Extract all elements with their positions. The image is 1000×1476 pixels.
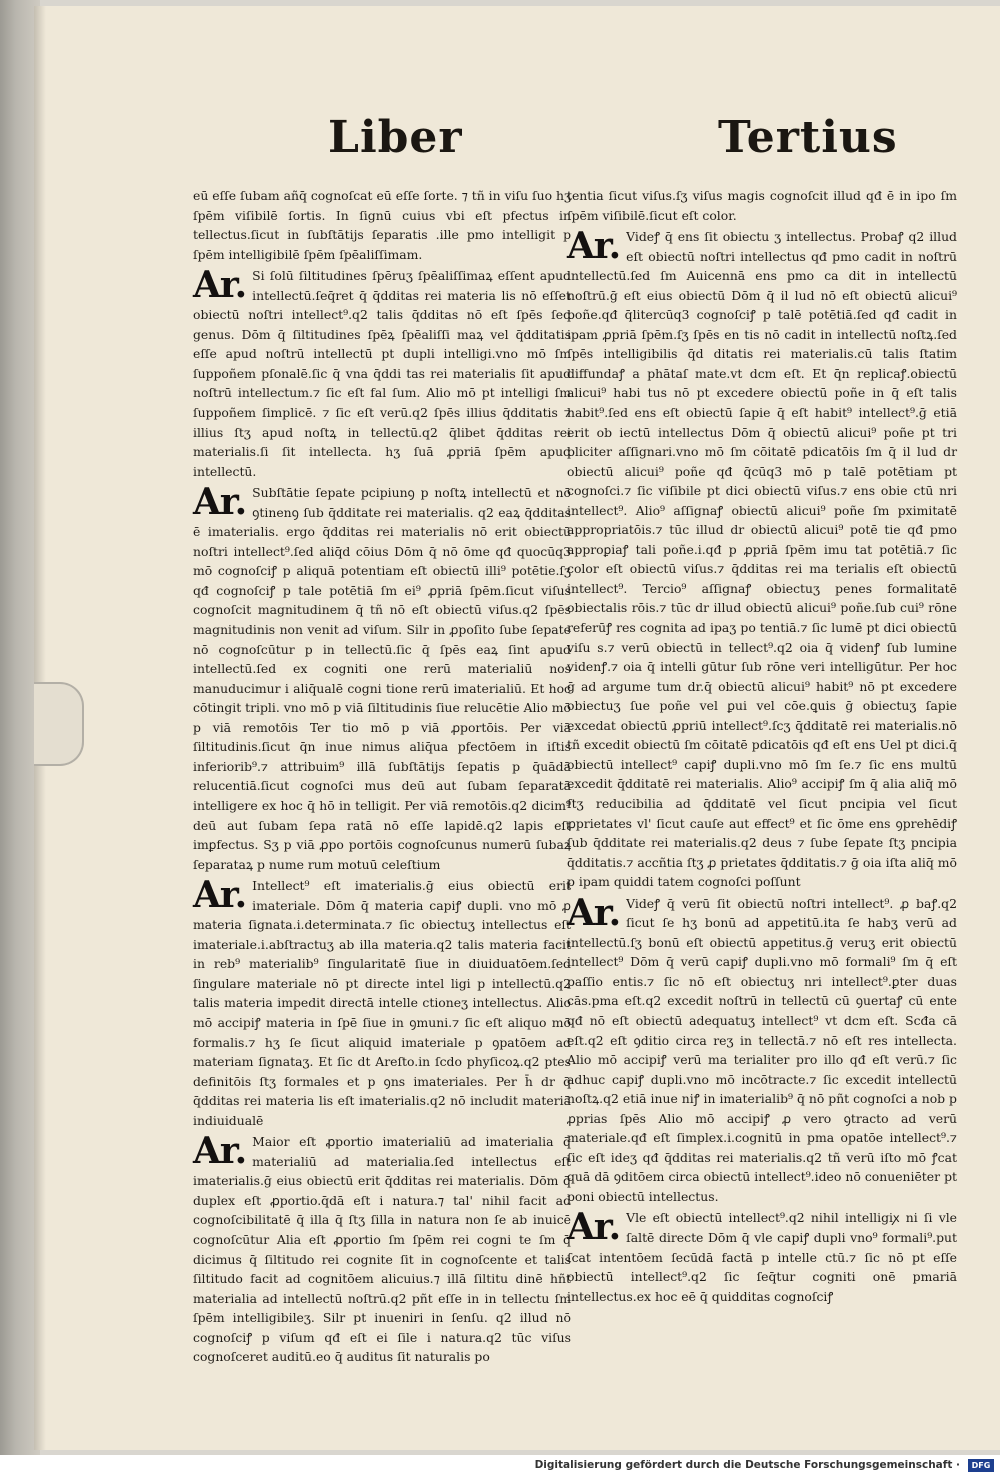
- paragraph: [193, 266, 571, 481]
- paragraph: [567, 1208, 957, 1306]
- paragraph-text: Videꝭ q̄ verū ſit obiectū noſtri intellect⁹. ꝓ baꝭ.q2 ſicut ſe hʒ bonū ad appetitū.ita ſe habʒ verū ad intellectū.ſʒ bonū eſt obiectū appetitus.ḡ veruʒ erit obiectū intellect⁹ Dōm q̄ verū capiꝭ dupli.vno mō formali⁹ ſm q̄ eſt paſſio entis.⁊ ſic nō eſt obiectuʒ nri intellect⁹.ꝑter duas cās.pma eſt.q2 excedit noſtrū in tellectū cū ꝯuertaꝭ cū ente qđ nō eſt obiectū adequatuʒ intellect⁹ vt dcm eſt. Scđa cā eſt.q2 eſt ꝯditio circa reʒ in tellectā.⁊ nō eſt res intellecta. Alio mō accipiꝭ verū ma terialiter pro illo qđ eſt verū.⁊ ſic adhuc capiꝭ dupli.vno mō incōtracte.⁊ ſic excedit intellectū noſtꝝ.q2 etiā inue niꝭ in imaterialib⁹ q̄ nō pñt cognoſci a nob p ꝓprias ſpēs Alio mō accipiꝭ ꝓ vero ꝯtracto ad verū materiale.qđ eſt ſimplex.i.cognitū in pma opatōe intellect⁹.⁊ ſic eſt ideʒ qđ q̄dditas rei materialis.q2 tñ verū iſto mō ꝭcat quā dā ꝯditōem circa obiectū intellect⁹.ideo nō conueniēter pt poni obiectū intellectus.: [567, 895, 957, 1204]
- paragraph: [567, 186, 957, 225]
- drop-initial: Ar.: [567, 225, 621, 268]
- drop-initial: Ar.: [567, 1206, 621, 1249]
- paragraph: [193, 1132, 571, 1367]
- drop-initial: Ar.: [193, 1130, 247, 1173]
- paragraph: [567, 891, 957, 1207]
- paragraph-text: Si ſolū ſiltitudines ſpēruʒ ſpēaliſſimaꝝ eſſent apud intellectū.ſeq̄ret q̄ q̄dditas rei materia lis nō eſſet obiectū noſtri intellect⁹.q2 talis q̄dditas nō eſt ſpēs ſed genus. Dōm q̄ ſiltitudines ſpēꝝ ſpēaliſſi maꝝ vel q̄dditatis eſſe apud noſtrū intellectū pt dupli intelligi.vno mō ſm ſuppoñem pſonalē.ſic q̄ vna q̄ddi tas rei materialis ſit apud noſtrū intellectum.⁊ ſic eſt fal ſum. Alio mō pt intelligi ſm ſuppoñem ſimplicē. ⁊ ſic eſt verū.q2 ſpēs illius q̄dditatis ⁊ illius ſtʒ apud noſtꝝ in tellectū.q2 q̄libet q̄dditas rei materialis.ſi ſit intellecta. hʒ ſuā ꝓpriā ſpēm apud intellectū.: [193, 268, 571, 479]
- dfg-logo: DFG: [968, 1459, 994, 1472]
- drop-initial: Ar.: [193, 874, 247, 917]
- paragraph: [193, 876, 571, 1130]
- paragraph-text: eū eſſe ſubam añq̄ cognoſcat eū eſſe ſorte. ⁊ tñ in viſu ſuo hʒ ſpēm viſibilē ſortis. In ſignū cuius vbi eſt pfectus in tellectus.ſicut in ſubſtātijs ſeparatis .ille pmo intelligit p ſpēm intelligibilē ſpēm ſpēaliſſimam.: [193, 188, 571, 262]
- paragraph: [193, 186, 571, 264]
- paragraph-text: Subſtātie ſepate pcipiunꝯ p noſtꝝ intellectū et nō ꝯtinenꝯ ſub q̄dditate rei materialis. q2 eaꝝ q̄dditas ē imaterialis. ergo q̄dditas rei materialis nō erit obiectū noſtri intellect⁹.ſed aliq̄d cōius Dōm q̄ nō ōme qđ quocūq3 mō cognoſciꝭ p aliquā potentiam eſt obiectū illi⁹ potētie.ſʒ qđ cognoſciꝭ p tale potētiā ſm ei⁹ ꝓpriā ſpēm.ſicut viſus cognoſcit magnitudinem q̄ tñ nō eſt obiectū viſus.q2 ſpēs magnitudinis non venit ad viſum. Silr in ꝓpoſito ſube ſepate nō cognoſcūtur p in tellectū.ſic q̄ ſpēs eaꝝ ſint apud intellectū.ſed ex cogniti one rerū materialiū nos manuducimur i aliq̄ualē cogni tione rerū imaterialiū. Et hoc cōtingit tripli. vno mō p viā ſiltitudinis ſiue relucētie Alio mō p viā remotōis Ter tio mō p viā ꝓportōis. Per viā ſiltitudinis.ſicut q̄n inue nimus aliq̄ua pfectōem in iſtis inferiorib⁹.⁊ attribuim⁹ illā ſubſtātijs ſepatis p q̄uādā relucentiā.ſicut cognoſci mus deū aut ſubam ſeparatā intelligere ex hoc q̄ hō in telligit. Per viā remotōis.q2 dicim⁹ deū aut ſubam ſepa ratā nō eſſe lapidē.q2 lapis eſt imꝑfectus. Sʒ p viā ꝓpo portōis cognoſcunus numerū ſubaꝝ ſeparataꝝ p nume rum motuū celeſtium: [193, 485, 571, 872]
- paragraph: [193, 483, 571, 874]
- right-text-column: [567, 186, 957, 1308]
- paragraph-text: Maior eſt ꝓportio imaterialiū ad imaterialia q̄ materialiū ad materialia.ſed intellectus eſt imaterialis.ḡ eius obiectū erit q̄dditas rei materialis. Dōm q̄ duplex eſt ꝓportio.q̄dā eſt i natura.⁊ tal' nihil facit ad cognoſcibilitatē q̄ illa q̄ ſtʒ ſilla in natura non ſe ab inuicē cognoſcūtur Alia eſt ꝓportio ſm ſpēm rei cogni te ſm q̄ dicimus q̄ ſiltitudo rei cognite ſit in cognoſcente et talis ſiltitudo facit ad cognitōem alicuius.⁊ illā ſiltitu dinē hñt materialia ad intellectū noſtrū.q2 pñt eſſe in in tellectu ſm ſpēm intelligibileʒ. Silr pt inueniri in ſenſu. q2 illud nō cognoſciꝭ p viſum qđ eſt ei ſile i natura.q2 tūc viſus cognoſceret auditū.eo q̄ auditus ſit naturalis po: [193, 1134, 571, 1365]
- running-title-right: Tertius: [718, 112, 898, 163]
- drop-initial: Ar.: [193, 264, 247, 307]
- drop-initial: Ar.: [193, 481, 247, 524]
- left-text-column: [193, 186, 571, 1369]
- paragraph-text: Videꝭ q̄ ens ſit obiectu ʒ intellectus. Probaꝭ q2 illud eſt obiectū noſtri intellectus qđ pmo cadit in noſtrū intellectū.ſed ſm Auicennā ens pmo ca dit in intellectū noſtrū.ḡ eſt eius obiectū Dōm q̄ il lud nō eſt obiectū alicui⁹ poñe.qđ q̄litercūq3 cognoſciꝭ p talē potētiā.ſed qđ cadit in ipam ꝓpriā ſpēm.ſʒ ſpēs en tis nō cadit in intellectū noſtꝝ.ſed ſpēs intelligibilis q̄d ditatis rei materialis.cū talis ſtatim diffundaꝭ a phātaſ mate.vt dcm eſt. Et q̄n replicaꝭ.obiectū alicui⁹ habi tus nō pt excedere obiectū poñe in q̄ eſt talis habit⁹.ſed ens eſt obiectū ſapie q̄ eſt habit⁹ intellect⁹.ḡ etiā erit ob iectū intellectus Dōm q̄ obiectū alicui⁹ poñe pt tri pliciter aſſignari.vno mō ſm cōitatē pdicatōis ſm q̄ il lud dr obiectū alicui⁹ poñe qđ q̄cūq3 mō p talē potētiam pt cognoſci.⁊ ſic viſibile pt dici obiectū viſus.⁊ ens obie ctū nri intellect⁹. Alio⁹ aſſignaꝭ obiectū alicui⁹ poñe ſm pximitatē appropriatōis.⁊ tūc illud dr obiectū alicui⁹ potē tie qđ pmo approꝑiaꝭ tali poñe.i.qđ p ꝓpriā ſpēm imu tat potētiā.⁊ ſic color eſt obiectū viſus.⁊ q̄dditas rei ma terialis eſt obiectū intellect⁹. Tercio⁹ aſſignaꝭ obiectuʒ penes formalitatē obiectalis rōis.⁊ tūc dr illud obiectū alicui⁹ poñe.ſub cui⁹ rōne referūꝭ res cognita ad ipaʒ po tentiā.⁊ ſic lumē pt dici obiectū viſu s.⁊ verū obiectū in tellect⁹.q2 oia q̄ videnꝭ ſub lumine videnꝭ.⁊ oia q̄ intelli gūtur ſub rōne veri intelligūtur. Per hoc ḡ ad argume tum dr.q̄ obiectū alicui⁹ habit⁹ nō pt excedere obiectuʒ ſue poñe vel ꝑui vel cōe.ꝗuis ḡ obiectuʒ ſapie excedat obiectū ꝓpriū intellect⁹.ſcʒ q̄dditatē rei materialis.nō tñ excedit obiectū ſm cōitatē pdicatōis qđ eſt ens Uel pt dici.q̄ obiectū intellect⁹ capiꝭ dupli.vno mō ſm ſe.⁊ ſic ens multū excedit q̄dditatē rei materialis. Alio⁹ accipiꝭ ſm q̄ alia aliq̄ mō ſtʒ reducibilia ad q̄dditatē vel ſicut pncipia vel ſicut ꝓprietates vl' ſicut cauſe aut effect⁹ et ſic ōme ens ꝯprehēdiꝭ ſub q̄dditate rei materialis.q2 deus ⁊ ſube ſepate ſtʒ pncipia q̄dditatis.⁊ accñtia ſtʒ ꝓ prietates q̄dditatis.⁊ ḡ oia iſta aliq̄ mō p ipam quiddi tatem cognoſci poſſunt: [567, 229, 957, 890]
- paragraph-text: Intellect⁹ eſt imaterialis.ḡ eius obiectū erit imateriale. Dōm q̄ materia capiꝭ dupli. vno mō ꝓ materia ſignata.i.determinata.⁊ ſic obiectuʒ intellectus eſt imateriale.i.abſtractuʒ ab illa materia.q2 talis materia facit in reb⁹ materialib⁹ ſingularitatē ſiue in diuiduatōem.ſed ſingulare materiale nō pt directe intel ligi p intellectū.q2 talis materia impedit directā intelle ctioneʒ intellectus. Alio mō accipiꝭ materia in ſpē ſiue in ꝯmuni.⁊ ſic eſt aliquo mō formalis.⁊ hʒ ſe ſicut aliquid imateriale p ꝯpatōem ad materiam ſignataʒ. Et ſic dt Areſto.in ſcdo phyſicoꝝ.q2 ptes definitōis ſtʒ formales et p ꝯns imateriales. Per h̄ dr q̄ q̄dditas rei materia lis eſt imaterialis.q2 nō includit materiā indiuidualē: [193, 878, 571, 1128]
- paragraph: [567, 227, 957, 892]
- drop-initial: Ar.: [567, 891, 621, 934]
- page-clip: [34, 682, 84, 766]
- paragraph-text: Vle eſt obiectū intellect⁹.q2 nihil intelligiꭗ ni ſi vle ſaltē directe Dōm q̄ vle capiꝭ dupli vno⁹ formali⁹.put ſcat intentōem ſecūdā factā p intelle ctū.⁊ ſic nō pt eſſe obiectū intellect⁹.q2 ſic ſeq̄tur cogniti onē pmariā intellectus.ex hoc eē q̄ quidditas cognoſciꝭ: [567, 1210, 957, 1304]
- running-title-left: Liber: [328, 112, 463, 163]
- paragraph-text: tentia ſicut viſus.ſʒ viſus magis cognoſcit illud qđ ē in ipo ſm ſpēm viſibilē.ſicut eſt color.: [567, 188, 957, 223]
- digitization-credit: Digitalisierung gefördert durch die Deutsche Forschungsgemeinschaft ·: [534, 1459, 960, 1471]
